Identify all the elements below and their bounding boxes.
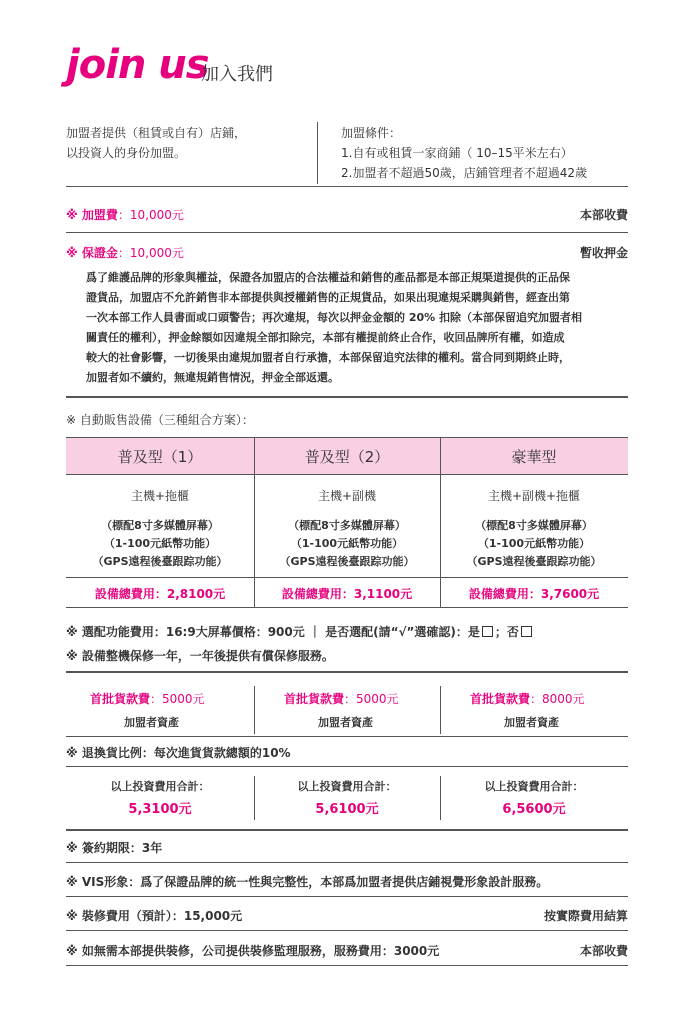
first-order-value: ：8000元 xyxy=(530,692,585,706)
first-order-sub: 加盟者資產 xyxy=(124,716,179,729)
paragraph-line: 關責任的權利），押金餘額如因違規全部扣除完，本部有權提前終止合作，收回品牌所有權，如造成 xyxy=(86,331,565,344)
plan-feature: （GPS遠程後臺跟踪功能） xyxy=(92,555,228,568)
fee-value: ：10,000元 xyxy=(117,208,184,222)
plan-name: 豪華型 xyxy=(511,448,557,466)
deposit-paragraph xyxy=(86,268,630,388)
divider xyxy=(66,829,628,831)
paragraph-line: 較大的社會影響，一切後果由違規加盟者自行承擔，本部保留追究法律的權利。當合同到期終止時， xyxy=(86,351,570,364)
investment-value: 5,3100元 xyxy=(128,802,192,817)
divider xyxy=(66,607,628,608)
equipment-heading: ※ 自動販售設備（三種組合方案）： xyxy=(66,413,254,427)
vis-line: ※ VIS形象：爲了保證品牌的統一性與完整性，本部爲加盟者提供店鋪視覺形象設計服務。 xyxy=(66,875,549,889)
divider xyxy=(66,965,628,966)
intro-left-line: 加盟者提供（租賃或自有）店鋪， xyxy=(66,126,247,140)
plan-name: 普及型（1） xyxy=(117,448,203,466)
plan-feature: （標配8寸多媒體屏幕） xyxy=(288,519,406,532)
title-join-us: join us xyxy=(66,42,209,88)
divider xyxy=(66,396,628,398)
first-order-label: 首批貨款費 xyxy=(284,692,345,706)
mark: ※ xyxy=(66,246,78,260)
fee-note: 本部收費 xyxy=(579,208,628,222)
plan-column xyxy=(254,487,440,571)
plan-feature: （1-100元紙幣功能） xyxy=(103,537,217,550)
options-text: ※ 選配功能費用：16:9大屏幕價格：900元 ｜ 是否選配(請“√”選確認)：是 xyxy=(66,625,480,639)
decoration-note: 按實際費用結算 xyxy=(543,909,628,923)
plan-total: 設備總費用：3,1100元 xyxy=(281,587,413,601)
investment-label: 以上投資費用合計： xyxy=(110,780,210,793)
divider xyxy=(66,736,628,737)
deposit-value: ：10,000元 xyxy=(117,246,184,260)
decoration-line: ※ 裝修費用（預計）：15,000元 xyxy=(66,909,243,923)
first-order-cell xyxy=(90,690,205,707)
mark: ※ xyxy=(66,208,78,222)
paragraph-line: 證貨品，加盟店不允許銷售非本部提供與授權銷售的正規貨品，如果出現違規采購與銷售，經查出第 xyxy=(86,291,570,304)
divider xyxy=(66,186,628,187)
investment-value: 5,6100元 xyxy=(315,802,379,817)
subtitle: 加入我們 xyxy=(201,64,273,85)
intro-left xyxy=(66,123,246,163)
investment-value: 6,5600元 xyxy=(502,802,566,817)
plan-feature: （GPS遠程後臺跟踪功能） xyxy=(279,555,415,568)
divider xyxy=(440,686,441,734)
intro-right-title: 加盟條件： xyxy=(341,126,402,140)
intro-left-line: 以投資人的身份加盟。 xyxy=(66,146,187,160)
plan-total: 設備總費用：3,7600元 xyxy=(468,587,600,601)
intro-right xyxy=(341,123,587,183)
divider xyxy=(66,232,628,233)
options-text: ；否 xyxy=(494,625,519,639)
plan-column xyxy=(66,487,254,571)
divider xyxy=(66,930,628,931)
plan-column xyxy=(440,487,628,571)
contract-term: ※ 簽約期限：3年 xyxy=(66,841,163,855)
first-order-label: 首批貨款費 xyxy=(90,692,151,706)
plan-name: 普及型（2） xyxy=(304,448,390,466)
return-rate: ※ 退換貨比例：每次進貨貨款總額的10% xyxy=(66,746,291,760)
no-checkbox[interactable] xyxy=(521,626,532,637)
supervision-note: 本部收費 xyxy=(579,944,628,958)
first-order-label: 首批貨款費 xyxy=(470,692,531,706)
plan-combo: 主機+副機+拖櫃 xyxy=(487,489,581,503)
yes-checkbox[interactable] xyxy=(482,626,493,637)
first-order-value: ：5000元 xyxy=(150,692,205,706)
plan-feature: （GPS遠程後臺跟踪功能） xyxy=(466,555,602,568)
plan-feature: （標配8寸多媒體屏幕） xyxy=(475,519,593,532)
divider xyxy=(66,671,628,673)
divider xyxy=(254,686,255,734)
first-order-cell xyxy=(470,690,585,707)
first-order-sub: 加盟者資產 xyxy=(318,716,373,729)
intro-right-line: 1.自有或租賃一家商鋪（ 10–15平米左右） xyxy=(341,146,573,160)
deposit-row xyxy=(66,244,184,261)
plan-total: 設備總費用：2,8100元 xyxy=(94,587,226,601)
plan-feature: （1-100元紙幣功能） xyxy=(477,537,591,550)
deposit-note: 暫收押金 xyxy=(579,246,628,260)
options-line-1 xyxy=(66,623,534,640)
fee-label: 加盟費 xyxy=(81,208,118,222)
investment-label: 以上投資費用合計： xyxy=(484,780,584,793)
supervision-line: ※ 如無需本部提供裝修，公司提供裝修監理服務，服務費用：3000元 xyxy=(66,944,440,958)
paragraph-line: 加盟者如不續約，無違規銷售情況，押金全部返還。 xyxy=(86,371,339,384)
divider xyxy=(66,437,628,438)
plan-feature: （1-100元紙幣功能） xyxy=(290,537,404,550)
plan-combo: 主機+副機 xyxy=(317,489,377,503)
first-order-sub: 加盟者資產 xyxy=(504,716,559,729)
divider xyxy=(66,862,628,863)
divider xyxy=(317,122,318,184)
divider xyxy=(66,766,628,767)
deposit-label: 保證金 xyxy=(81,246,118,260)
divider xyxy=(66,474,628,475)
plan-feature: （標配8寸多媒體屏幕） xyxy=(101,519,219,532)
investment-label: 以上投資費用合計： xyxy=(297,780,397,793)
fee-row xyxy=(66,206,184,223)
paragraph-line: 一次本部工作人員書面或口頭警告；再次違規，每次以押金金額的 20% 扣除（本部保留追究加盟者相 xyxy=(86,311,582,324)
paragraph-line: 爲了維護品牌的形象與權益，保證各加盟店的合法權益和銷售的產品都是本部正規渠道提供的正品保 xyxy=(86,271,570,284)
first-order-cell xyxy=(284,690,399,707)
options-line-2: ※ 設備整機保修一年，一年後提供有償保修服務。 xyxy=(66,649,334,663)
intro-right-line: 2.加盟者不超過50歲，店鋪管理者不超過42歲 xyxy=(341,166,587,180)
plan-combo: 主機+拖櫃 xyxy=(130,489,190,503)
divider xyxy=(66,896,628,897)
first-order-value: ：5000元 xyxy=(344,692,399,706)
divider xyxy=(66,577,628,578)
